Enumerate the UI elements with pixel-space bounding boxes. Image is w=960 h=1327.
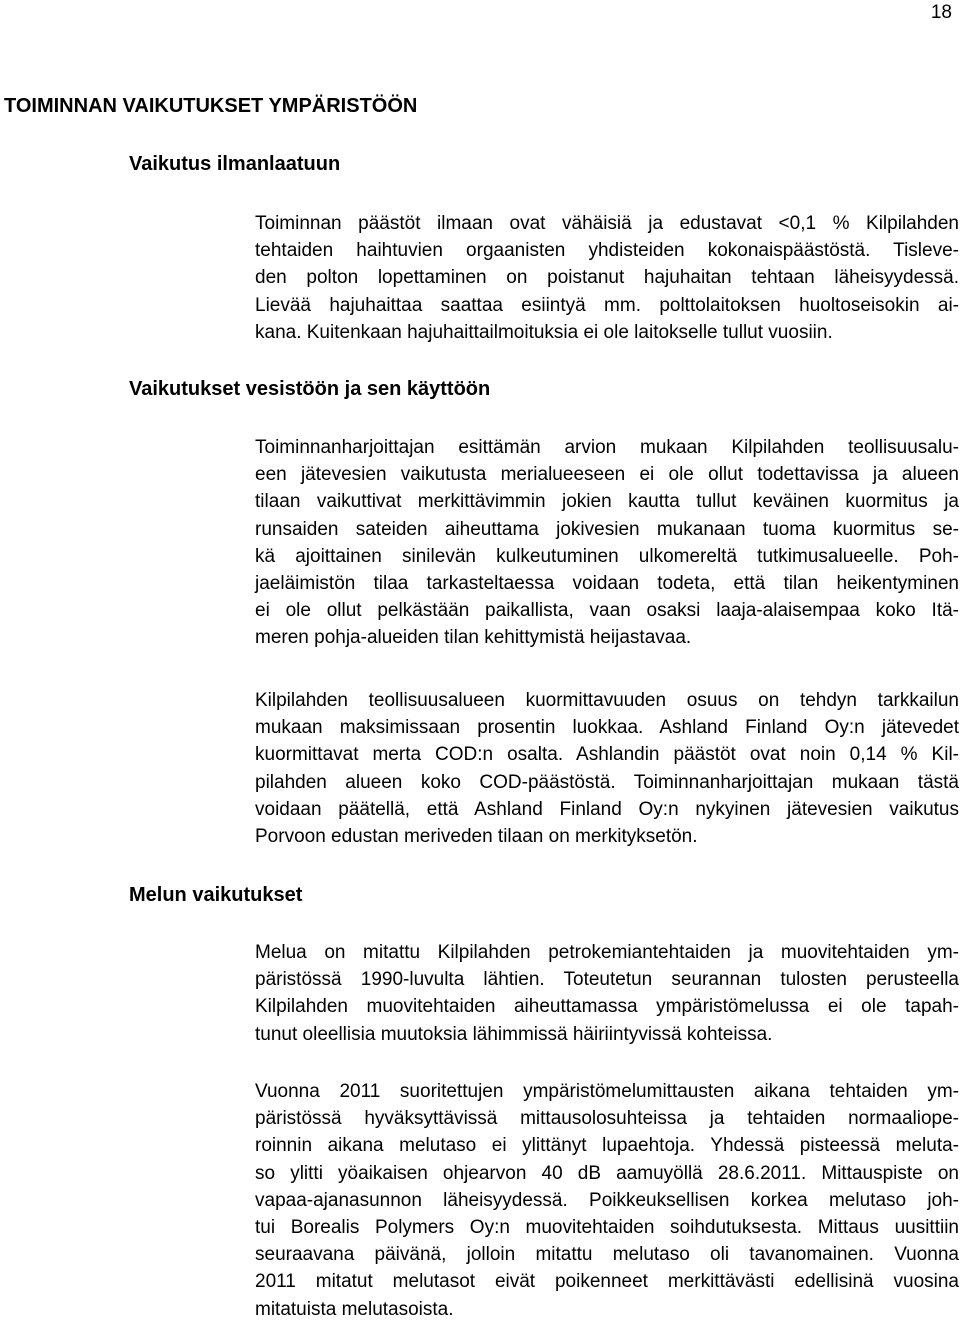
paragraph-line: so ylitti yöaikaisen ohjearvon 40 dB aamuyöllä 28.6.2011. Mittauspiste on bbox=[255, 1162, 959, 1184]
paragraph-line: Melua on mitattu Kilpilahden petrokemiantehtaiden ja muovitehtaiden ym- bbox=[255, 942, 959, 963]
paragraph-line: kuormittavat merta COD:n osalta. Ashlandin päästöt ovat noin 0,14 % Kil- bbox=[255, 744, 959, 766]
paragraph-line: pilahden alueen koko COD-päästöstä. Toiminnanharjoittajan mukaan tästä bbox=[255, 771, 959, 793]
paragraph-line: Porvoon edustan meriveden tilaan on merkityksetön. bbox=[255, 825, 698, 847]
paragraph-line: tehtaiden haihtuvien orgaanisten yhdisteiden kokonaispäästöstä. Tisleve- bbox=[255, 240, 959, 262]
paragraph-line: Kilpilahden muovitehtaiden aiheuttamassa ympäristömelussa ei ole tapah- bbox=[255, 996, 959, 1018]
paragraph-noise-monitoring bbox=[255, 939, 959, 1048]
paragraph-line: tunut oleellisia muutoksia lähimmissä häiriintyvissä kohteissa. bbox=[255, 1023, 773, 1045]
paragraph-line: Toiminnan päästöt ilmaan ovat vähäisiä ja edustavat <0,1 % Kilpilahden bbox=[255, 213, 959, 234]
page-number: 18 bbox=[930, 2, 952, 23]
paragraph-water-load-share bbox=[255, 687, 959, 850]
paragraph-line: roinnin aikana melutaso ei ylittänyt lupaehtoja. Yhdessä pisteessä meluta- bbox=[255, 1135, 959, 1157]
paragraph-line: tui Borealis Polymers Oy:n muovitehtaiden soihdutuksesta. Mittaus uusittiin bbox=[255, 1216, 959, 1238]
paragraph-line: runsaiden sateiden aiheuttama jokivesien mukanaan tuoma kuormitus se- bbox=[255, 518, 959, 540]
paragraph-line: päristössä hyväksyttävissä mittausolosuhteissa ja tehtaiden normaaliope- bbox=[255, 1108, 959, 1130]
paragraph-line: kana. Kuitenkaan hajuhaittailmoituksia ei ole laitokselle tullut vuosiin. bbox=[255, 321, 833, 343]
paragraph-line: tilaan vaikuttivat merkittävimmin jokien kautta tullut keväinen kuormitus ja bbox=[255, 491, 959, 513]
paragraph-line: jaeläimistön tilaa tarkasteltaessa voidaan todeta, että tilan heikentyminen bbox=[255, 572, 959, 594]
paragraph-line: 2011 mitatut melutasot eivät poikenneet merkittävästi edellisinä vuosina bbox=[255, 1271, 959, 1293]
paragraph-line: mukaan maksimissaan prosentin luokkaa. Ashland Finland Oy:n jätevedet bbox=[255, 717, 959, 739]
paragraph-air-quality bbox=[255, 210, 959, 346]
paragraph-line: vapaa-ajanasunnon läheisyydessä. Poikkeuksellisen korkea melutaso joh- bbox=[255, 1189, 959, 1211]
paragraph-line: kä ajoittainen sinilevän kulkeutuminen ulkomereltä tutkimusalueelle. Poh- bbox=[255, 545, 959, 567]
paragraph-line: een jätevesien vaikutusta merialueeseen ei ole ollut todettavissa ja alueen bbox=[255, 464, 959, 486]
paragraph-line: ei ole ollut pelkästään paikallista, vaan osaksi laaja-alaisempaa koko Itä- bbox=[255, 600, 959, 622]
paragraph-line: meren pohja-alueiden tilan kehittymistä heijastavaa. bbox=[255, 627, 692, 649]
paragraph-line: voidaan päätellä, että Ashland Finland Oy:n nykyinen jätevesien vaikutus bbox=[255, 798, 959, 820]
paragraph-line: päristössä 1990-luvulta lähtien. Toteutetun seurannan tulosten perusteella bbox=[255, 969, 959, 991]
page-title: TOIMINNAN VAIKUTUKSET YMPÄRISTÖÖN bbox=[4, 95, 418, 117]
paragraph-line: Lievää hajuhaittaa saattaa esiintyä mm. polttolaitoksen huoltoseisokin ai- bbox=[255, 294, 959, 316]
paragraph-line: Kilpilahden teollisuusalueen kuormittavuuden osuus on tehdyn tarkkailun bbox=[255, 690, 959, 711]
paragraph-line: Toiminnanharjoittajan esittämän arvion mukaan Kilpilahden teollisuusalu- bbox=[255, 437, 959, 458]
paragraph-line: den polton lopettaminen on poistanut hajuhaitan tehtaan läheisyydessä. bbox=[255, 267, 959, 289]
section-heading-water: Vaikutukset vesistöön ja sen käyttöön bbox=[129, 378, 491, 400]
section-heading-air-quality: Vaikutus ilmanlaatuun bbox=[129, 153, 341, 175]
section-heading-noise: Melun vaikutukset bbox=[129, 884, 303, 906]
paragraph-line: mitatuista melutasoista. bbox=[255, 1298, 454, 1320]
paragraph-line: Vuonna 2011 suoritettujen ympäristömelumittausten aikana tehtaiden ym- bbox=[255, 1081, 959, 1102]
paragraph-line: seuraavana päivänä, jolloin mitattu melutaso oli tavanomainen. Vuonna bbox=[255, 1244, 959, 1266]
paragraph-water-assessment bbox=[255, 434, 959, 652]
paragraph-noise-measurements-2011 bbox=[255, 1078, 959, 1323]
